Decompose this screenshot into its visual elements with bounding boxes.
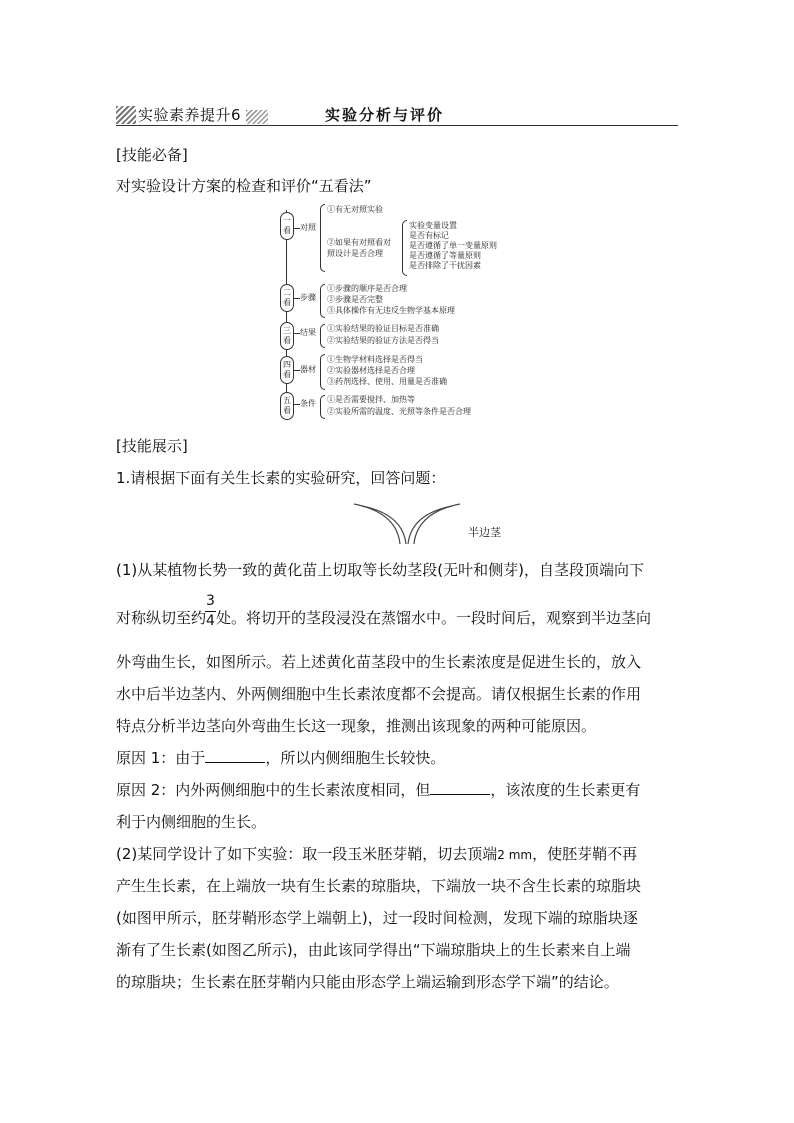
mindmap-see-4: 四看 bbox=[280, 356, 294, 384]
fraction-numerator: 3 bbox=[206, 592, 215, 609]
fraction-three-quarters bbox=[206, 592, 216, 629]
mindmap-bracket bbox=[320, 354, 325, 390]
header-rule bbox=[116, 125, 678, 126]
p2-line-2: 产生生长素，在上端放一块有生长素的琼脂块，下端放一块不含生长素的琼脂块 bbox=[116, 877, 642, 895]
reason-1 bbox=[116, 742, 445, 775]
skill-show-heading: [技能展示] bbox=[116, 437, 188, 455]
mindmap-item: ①生物学材料选择是否得当 bbox=[327, 355, 423, 364]
mindmap-subitem: 是否遵循了单一变量原则 bbox=[409, 241, 497, 250]
mindmap-item: ②步骤是否完整 bbox=[327, 295, 383, 304]
question-1: 1.请根据下面有关生长素的实验研究，回答问题： bbox=[116, 469, 446, 487]
mindmap-item: ②实验所需的温度、光照等条件是否合理 bbox=[327, 407, 471, 416]
mindmap-item: ①有无对照实验 bbox=[327, 205, 383, 214]
mindmap-see-1: 一看 bbox=[280, 212, 294, 240]
p1-line-5: 特点分析半边茎向外弯曲生长这一现象，推测出该现象的两种可能原因。 bbox=[116, 717, 597, 735]
answer-blank-2[interactable] bbox=[430, 776, 490, 795]
mindmap-subitem: 实验变量设置 bbox=[409, 221, 457, 230]
reason-1-suffix: ，所以内侧细胞生长较快。 bbox=[265, 749, 446, 767]
p2-line-1 bbox=[116, 838, 637, 872]
p2-line-3: (如图甲所示，胚芽鞘形态学上端朝上)，过一段时间检测，发现下端的琼脂块逐 bbox=[116, 909, 638, 927]
section-badge bbox=[116, 104, 268, 126]
mindmap-item: ①是否需要搅拌、加热等 bbox=[327, 395, 415, 404]
section-title: 实验分析与评价 bbox=[325, 106, 445, 124]
reason-2-suffix: ，该浓度的生长素更有 bbox=[490, 781, 641, 799]
mindmap-item: ①步骤的顺序是否合理 bbox=[327, 284, 407, 293]
fraction-denominator: 4 bbox=[206, 612, 215, 629]
mindmap-bracket bbox=[320, 395, 325, 419]
p2-line-5: 的琼脂块；生长素在胚芽鞘内只能由形态学上端运输到形态学下端”的结论。 bbox=[116, 973, 619, 991]
p1-line-2b: 处。将切开的茎段浸没在蒸馏水中。一段时间后，观察到半边茎向 bbox=[216, 609, 652, 627]
answer-blank-1[interactable] bbox=[205, 744, 265, 763]
mindmap-topic-5: 条件 bbox=[300, 399, 316, 408]
mindmap-bracket bbox=[320, 204, 325, 272]
mindmap-subitem: 是否排除了干扰因素 bbox=[409, 261, 481, 270]
mindmap-bracket bbox=[402, 220, 407, 276]
reason-2-prefix: 原因 2：内外两侧细胞中的生长素浓度相同，但 bbox=[116, 781, 431, 799]
section-badge-label: 实验素养提升6 bbox=[138, 106, 242, 124]
split-stem-figure bbox=[352, 496, 472, 546]
mindmap-topic-3: 结果 bbox=[300, 328, 316, 337]
p2-line-4: 渐有了生长素(如图乙所示)，由此该同学得出“下端琼脂块上的生长素来自上端 bbox=[116, 941, 631, 959]
p1-line-1: (1)从某植物长势一致的黄化苗上切取等长幼茎段(无叶和侧芽)，自茎段顶端向下 bbox=[116, 561, 644, 579]
p2-line-1a: (2)某同学设计了如下实验：取一段玉米胚芽鞘，切去顶端 bbox=[116, 845, 498, 863]
five-checks-mindmap bbox=[280, 196, 530, 422]
mindmap-see-3: 三看 bbox=[280, 322, 294, 350]
mindmap-item: ③具体操作有无违反生物学基本原理 bbox=[327, 306, 455, 315]
stem-label: 半边茎 bbox=[468, 526, 501, 539]
fraction-bar bbox=[205, 611, 216, 612]
mindmap-topic-4: 器材 bbox=[300, 365, 316, 374]
mindmap-item: ②实验结果的验证方法是否得当 bbox=[327, 336, 439, 345]
skill-needed-intro: 对实验设计方案的检查和评价“五看法” bbox=[116, 177, 372, 195]
p1-line-2a: 对称纵切至约 bbox=[116, 609, 207, 627]
p2-unit: 2 mm bbox=[497, 848, 533, 862]
mindmap-item: 照设计是否合理 bbox=[327, 249, 383, 258]
skill-needed-heading: [技能必备] bbox=[116, 146, 188, 164]
p1-line-4: 水中后半边茎内、外两侧细胞中生长素浓度都不会提高。请仅根据生长素的作用 bbox=[116, 685, 642, 703]
p2-line-1b: ，使胚芽鞘不再 bbox=[532, 845, 638, 863]
p1-line-2 bbox=[116, 592, 652, 635]
mindmap-subitem: 是否遵循了等量原则 bbox=[409, 251, 481, 260]
reason-2 bbox=[116, 774, 640, 807]
reason-1-prefix: 原因 1：由于 bbox=[116, 749, 206, 767]
mindmap-item: ③药剂选择、使用、用量是否准确 bbox=[327, 377, 447, 386]
mindmap-topic-1: 对照 bbox=[300, 223, 316, 232]
mindmap-subitem: 是否有标记 bbox=[409, 231, 449, 240]
mindmap-see-2: 二看 bbox=[280, 284, 294, 312]
mindmap-see-5: 五看 bbox=[280, 392, 294, 420]
stripe-decoration bbox=[116, 106, 136, 124]
mindmap-bracket bbox=[320, 324, 325, 348]
mindmap-item: ②实验器材选择是否合理 bbox=[327, 366, 415, 375]
stripe-decoration-tail bbox=[246, 110, 268, 124]
mindmap-item: ②如果有对照看对 bbox=[327, 238, 391, 247]
reason-2-cont: 利于内侧细胞的生长。 bbox=[116, 813, 267, 831]
mindmap-item: ①实验结果的验证目标是否准确 bbox=[327, 324, 439, 333]
p1-line-3: 外弯曲生长，如图所示。若上述黄化苗茎段中的生长素浓度是促进生长的，放入 bbox=[116, 653, 642, 671]
mindmap-bracket bbox=[320, 284, 325, 318]
mindmap-topic-2: 步骤 bbox=[300, 293, 316, 302]
